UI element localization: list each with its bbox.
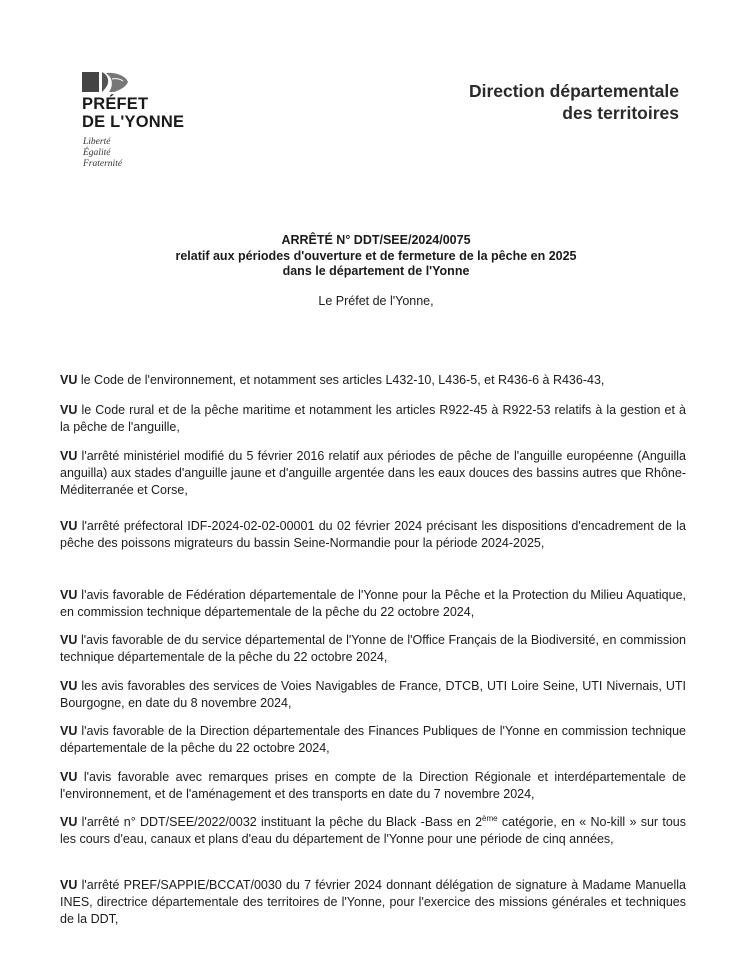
visa-paragraph [60, 877, 686, 928]
visa-paragraph [60, 402, 686, 436]
motto-egalite: Égalité [83, 148, 111, 158]
visa-vu-label: VU [60, 449, 78, 463]
visa-text: l'avis favorable de Fédération départementale de l'Yonne pour la Pêche et la Protection du Milieu Aquatique, en commission technique départementale de la pêche du 22 octobre 2024, [60, 588, 686, 619]
visa-text: l'avis favorable de la Direction départementale des Finances Publiques de l'Yonne en commission technique départementale de la pêche du 22 octobre 2024, [60, 724, 686, 755]
visa-vu-label: VU [60, 588, 78, 602]
visa-text: l'avis favorable avec remarques prises en compte de la Direction Régionale et interdépartementale de l'environnement, et de l'aménagement et des transports en date du 7 novembre 2024, [60, 770, 686, 801]
arrete-number: ARRÊTÉ N° DDT/SEE/2024/0075 [281, 233, 471, 247]
visa-text: l'arrêté n° DDT/SEE/2022/0032 instituant la pêche du Black -Bass en 2 [77, 815, 483, 829]
arrete-subject-line-1: relatif aux périodes d'ouverture et de fermeture de la pêche en 2025 [175, 248, 577, 263]
direction-line-1: Direction départementale [468, 81, 679, 101]
visa-paragraph [60, 769, 686, 803]
visa-text: l'arrêté ministériel modifié du 5 février 2016 relatif aux périodes de pêche de l'anguille européenne (Anguilla anguilla) aux stades d'anguille jaune et d'anguille argentée dans les eaux douces des bassins autres que Rhône-Méditerranée et Corse, [60, 449, 686, 497]
visa-text: l'avis favorable de du service départemental de l'Yonne de l'Office Français de la Biodiversité, en commission technique départementale de la pêche du 22 octobre 2024, [60, 633, 686, 664]
visa-vu-label: VU [60, 878, 78, 892]
prefet-intro: Le Préfet de l'Yonne, [318, 294, 434, 308]
visa-vu-label: VU [60, 724, 78, 738]
visa-text: le Code de l'environnement, et notamment ses articles L432-10, L436-5, et R436-6 à R436-43, [77, 373, 605, 387]
visa-text: l'arrêté PREF/SAPPIE/BCCAT/0030 du 7 février 2024 donnant délégation de signature à Madame Manuella INES, directrice départementale des territoires de l'Yonne, pour l'exercice des missions générales et techniques de la DDT, [60, 878, 686, 926]
visa-paragraph [60, 678, 686, 712]
logo-department-text: DE L'YONNE [82, 113, 185, 131]
visa-vu-label: VU [60, 770, 78, 784]
superscript-text: ème [482, 814, 498, 823]
direction-line-2: des territoires [562, 102, 679, 123]
visa-paragraph [60, 448, 686, 499]
visa-vu-label: VU [60, 403, 78, 417]
arrete-subject-line-2: dans le département de l'Yonne [282, 264, 470, 278]
visa-paragraph [60, 814, 686, 848]
visa-vu-label: VU [60, 373, 78, 387]
visa-text: les avis favorables des services de Voies Navigables de France, DTCB, UTI Loire Seine, UTI Nivernais, UTI Bourgogne, en date du 8 novembre 2024, [60, 679, 686, 710]
visa-text-continued: catégorie, en « No-kill » sur tous les cours d'eau, canaux et plans d'eau du département de l'Yonne pour une période de cinq années, [60, 815, 686, 846]
visa-text: l'arrêté préfectoral IDF-2024-02-02-00001 du 02 février 2024 précisant les dispositions d'encadrement de la pêche des poissons migrateurs du bassin Seine-Normandie pour la période 2024-2025, [60, 519, 686, 550]
motto-fraternite: Fraternité [83, 159, 123, 169]
visa-paragraph [60, 632, 686, 666]
visa-paragraph [60, 723, 686, 757]
direction-heading [469, 81, 679, 124]
visa-vu-label: VU [60, 679, 78, 693]
visa-vu-label: VU [60, 633, 78, 647]
marianne-logo-icon [82, 70, 130, 94]
motto-liberte: Liberté [83, 137, 111, 147]
visa-paragraph [60, 587, 686, 621]
visa-vu-label: VU [60, 519, 78, 533]
visa-paragraph [60, 518, 686, 552]
visa-paragraph [60, 372, 686, 389]
document-title [0, 233, 752, 280]
logo-prefet-text: PRÉFET [82, 95, 149, 113]
visa-text: le Code rural et de la pêche maritime et notamment les articles R922-45 à R922-53 relatifs à la gestion et à la pêche de l'anguille, [60, 403, 686, 434]
visa-vu-label: VU [60, 815, 78, 829]
